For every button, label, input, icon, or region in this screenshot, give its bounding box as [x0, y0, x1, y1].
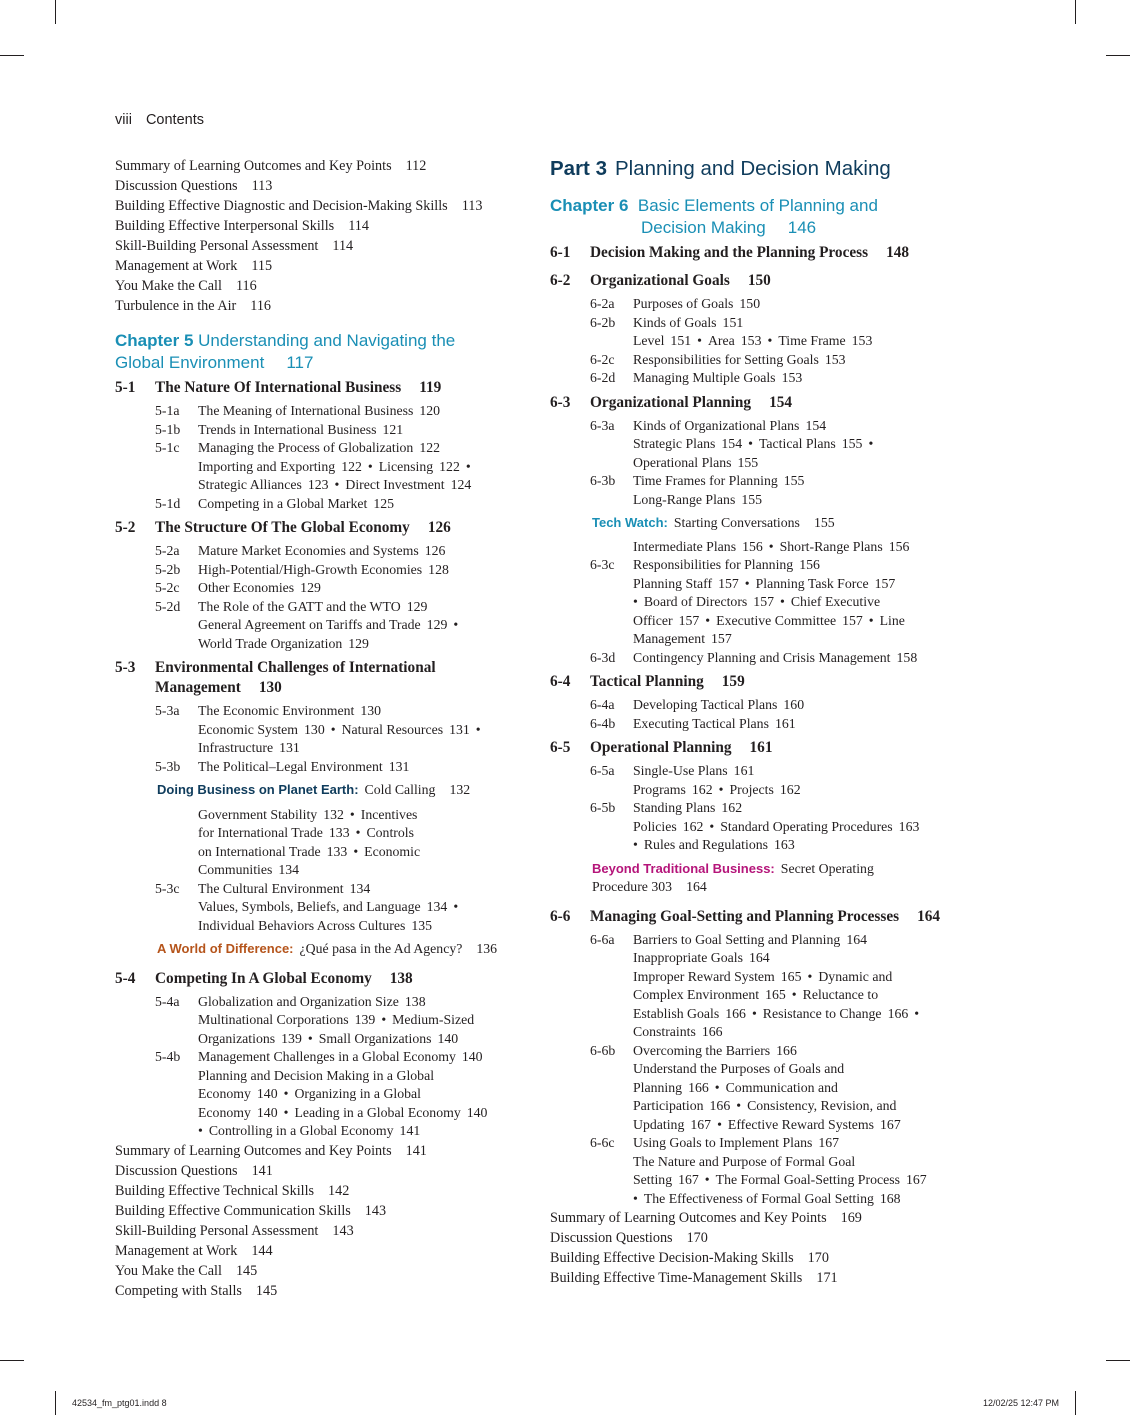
topic-line: for International Trade 133 • Controls [198, 825, 414, 840]
subsection: 5-4b Management Challenges in a Global Economy 140 [155, 1049, 483, 1064]
topic-line: Programs 162 • Projects 162 [633, 781, 801, 797]
toc-entry [115, 256, 525, 276]
subsection: 6-2a Purposes of Goals 150 [590, 296, 761, 311]
topic-line: • The Effectiveness of Formal Goal Setting 168 [633, 1190, 901, 1206]
toc-entry [115, 216, 525, 236]
toc-entry-title: Turbulence in the Air [115, 298, 237, 314]
toc-entry [550, 1248, 970, 1268]
subsection: 6-4b Executing Tactical Plans 161 [590, 715, 796, 731]
subsection: 5-1d Competing in a Global Market 125 [155, 495, 395, 511]
toc-entry-title: Building Effective Interpersonal Skills [115, 218, 335, 234]
topic-line: Improper Reward System 165 • Dynamic and [633, 968, 893, 984]
topic-line: Government Stability 132 • Incentives [198, 806, 418, 822]
subsection: 6-2c Responsibilities for Setting Goals 153 [590, 351, 846, 367]
subsection: 6-3b Time Frames for Planning 155 [590, 473, 805, 488]
topic-line: General Agreement on Tariffs and Trade 129 • [198, 617, 459, 632]
slug-left: 42534_fm_ptg01.indd 8 [72, 1398, 167, 1408]
toc-entry-page: 145 [235, 1262, 258, 1279]
topic-line: Economy 140 • Organizing in a Global [198, 1086, 422, 1101]
feature-box: Beyond Traditional Business: Secret Operating [592, 860, 874, 876]
toc-entry-page: 113 [461, 198, 483, 214]
crop-mark [55, 0, 56, 24]
topic-line: Values, Symbols, Beliefs, and Language 134 • [198, 899, 459, 914]
subsection: 6-6a Barriers to Goal Setting and Planning 164 [590, 931, 868, 947]
topic-line: Policies 162 • Standard Operating Procedures 163 [633, 818, 920, 834]
subsection: 5-3c The Cultural Environment 134 [155, 880, 371, 896]
subsection: 6-5a Single-Use Plans 161 [590, 763, 755, 778]
toc-entry-page: 145 [255, 1282, 278, 1299]
toc-entry [115, 1201, 525, 1221]
left-bottom-items [115, 1141, 525, 1301]
feature-box: Doing Business on Planet Earth: Cold Calling 132 [157, 782, 471, 797]
topic-line: • Controlling in a Global Economy 141 [198, 1123, 421, 1138]
section-6-6: 6-6 Managing Goal-Setting and Planning Processes 164 [550, 907, 941, 925]
topic-line: Complex Environment 165 • Reluctance to [633, 987, 879, 1002]
topic-line: Establish Goals 166 • Resistance to Change 166 • [633, 1005, 920, 1021]
topic-line: on International Trade 133 • Economic [198, 843, 421, 859]
toc-entry-title: You Make the Call [115, 278, 222, 294]
toc-entry-page: 142 [328, 1182, 350, 1199]
toc-entry-page: 112 [405, 158, 427, 174]
topic-line: Economic System 130 • Natural Resources 131 • [198, 721, 481, 737]
feature-box: Tech Watch: Starting Conversations 155 [592, 515, 835, 530]
topic-line: • Rules and Regulations 163 [633, 837, 795, 852]
topic-line: Officer 157 • Executive Committee 157 • Line [633, 612, 905, 628]
subsection: 5-1a The Meaning of International Business 120 [155, 403, 441, 418]
subsection: 5-2d The Role of the GATT and the WTO 129 [155, 598, 428, 614]
right-bottom-items [550, 1208, 970, 1288]
topic-line: Economy 140 • Leading in a Global Economy 140 [198, 1104, 488, 1120]
section-6-1: 6-1 Decision Making and the Planning Process 148 [550, 244, 910, 261]
section-6-4: 6-4 Tactical Planning 159 [550, 673, 745, 690]
toc-entry-page: 114 [348, 218, 369, 234]
toc-entry-page: 170 [807, 1250, 829, 1266]
topic-line: Inappropriate Goals 164 [633, 950, 770, 965]
slug-right: 12/02/25 12:47 PM [983, 1398, 1060, 1408]
topic-line: Planning Staff 157 • Planning Task Force 157 [633, 575, 896, 591]
subsection: 6-3c Responsibilities for Planning 156 [590, 557, 820, 572]
subsection: 6-2d Managing Multiple Goals 153 [590, 370, 803, 385]
subsection: 6-6b Overcoming the Barriers 166 [590, 1042, 797, 1058]
right-column [550, 156, 970, 1288]
toc-entry-title: Building Effective Communication Skills [115, 1202, 351, 1219]
toc-entry-page: 143 [364, 1202, 387, 1219]
section-5-4: 5-4 Competing In A Global Economy 138 [115, 969, 413, 987]
topic-line: Management 157 [633, 631, 732, 646]
toc-entry-page: 116 [235, 278, 257, 294]
section-5-3: 5-3 Environmental Challenges of International [115, 659, 436, 676]
left-column [115, 156, 525, 1301]
toc-entry-title: Building Effective Time-Management Skills [550, 1270, 803, 1286]
topic-line: Individual Behaviors Across Cultures 135 [198, 917, 433, 933]
section-5-2: 5-2 The Structure Of The Global Economy 126 [115, 519, 451, 536]
toc-entry-title: Skill-Building Personal Assessment [115, 238, 319, 254]
topic-line: Constraints 166 [633, 1024, 723, 1039]
section-5-3-cont: Management 130 [155, 679, 282, 696]
toc-entry [115, 156, 525, 176]
toc-entry-title: Management at Work [115, 258, 238, 274]
toc-entry-title: Skill-Building Personal Assessment [115, 1222, 319, 1239]
subsection: 6-3a Kinds of Organizational Plans 154 [590, 417, 827, 433]
toc-entry [550, 1228, 970, 1248]
topic-line: Strategic Alliances 123 • Direct Investment 124 [198, 477, 472, 492]
page-number: viii [115, 112, 132, 128]
toc-entry-title: Management at Work [115, 1242, 238, 1259]
topic-line: Importing and Exporting 122 • Licensing 122 • [198, 458, 471, 474]
section-5-1: 5-1 The Nature Of International Business 119 [115, 379, 442, 396]
toc-entry-title: Discussion Questions [550, 1230, 673, 1246]
subsection: 5-2b High-Potential/High-Growth Economies 128 [155, 561, 449, 577]
section-6-3: 6-3 Organizational Planning 154 [550, 393, 793, 411]
subsection: 6-5b Standing Plans 162 [590, 800, 743, 815]
toc-entry-page: 144 [251, 1242, 273, 1259]
toc-entry-page: 113 [251, 178, 273, 194]
topic-line: Level 151 • Area 153 • Time Frame 153 [633, 333, 873, 348]
toc-entry-page: 169 [840, 1210, 862, 1226]
topic-line: World Trade Organization 129 [198, 635, 369, 651]
part-3-heading: Part 3 Planning and Decision Making [550, 157, 891, 180]
toc-entry [115, 1141, 525, 1161]
topic-line: Intermediate Plans 156 • Short-Range Plans 156 [633, 538, 910, 554]
topic-line: Operational Plans 155 [633, 454, 759, 470]
toc-entry-page: 115 [251, 258, 273, 274]
subsection: 5-2c Other Economies 129 [155, 580, 321, 595]
subsection: 5-1b Trends in International Business 121 [155, 421, 404, 437]
toc-entry [115, 296, 525, 316]
subsection: 6-3d Contingency Planning and Crisis Management 158 [590, 649, 918, 665]
toc-entry [115, 196, 525, 216]
topic-line: Planning 166 • Communication and [633, 1079, 838, 1095]
toc-entry-title: Competing with Stalls [115, 1282, 242, 1299]
toc-entry-page: 143 [332, 1222, 354, 1239]
topic-line: Updating 167 • Effective Reward Systems 167 [633, 1116, 901, 1132]
running-head-title: Contents [145, 112, 204, 128]
topic-line: Multinational Corporations 139 • Medium-Sized [198, 1012, 475, 1027]
toc-entry [115, 276, 525, 296]
toc-entry [115, 1241, 525, 1261]
toc-entry-page: 170 [686, 1230, 708, 1246]
toc-entry-title: Building Effective Decision-Making Skills [550, 1250, 794, 1266]
topic-line: Strategic Plans 154 • Tactical Plans 155 • [633, 436, 874, 451]
toc-entry [115, 1281, 525, 1301]
toc-entry-page: 141 [405, 1142, 427, 1159]
feature-box-cont: Procedure 303 164 [592, 879, 707, 894]
topic-line: The Nature and Purpose of Formal Goal [633, 1153, 856, 1169]
feature-box: A World of Difference: ¿Qué pasa in the Ad Agency? 136 [157, 941, 498, 956]
crop-mark [1106, 1360, 1130, 1361]
section-6-5: 6-5 Operational Planning 161 [550, 739, 773, 756]
toc-entry-title: Summary of Learning Outcomes and Key Points [115, 158, 392, 174]
crop-mark [55, 1391, 56, 1415]
section-6-2: 6-2 Organizational Goals 150 [550, 272, 771, 289]
toc-entry-page: 116 [250, 298, 272, 314]
toc-entry-title: Building Effective Technical Skills [115, 1182, 315, 1199]
chapter-5-heading: Chapter 5 Understanding and Navigating the Global Environment 117 [115, 331, 456, 372]
left-top-items [115, 156, 525, 316]
toc-entry-title: You Make the Call [115, 1262, 222, 1279]
toc-entry-title: Discussion Questions [115, 1162, 238, 1179]
toc-entry-title: Building Effective Diagnostic and Decision-Making Skills [115, 198, 448, 214]
crop-mark [1106, 55, 1130, 56]
topic-line: Communities 134 [198, 862, 300, 877]
topic-line: Long-Range Plans 155 [633, 491, 763, 507]
chapter-6-heading: Chapter 6 Basic Elements of Planning and Decision Making 146 [550, 196, 878, 237]
topic-line: Organizations 139 • Small Organizations 140 [198, 1030, 459, 1046]
topic-line: Planning and Decision Making in a Global [198, 1067, 435, 1083]
toc-entry-page: 114 [332, 238, 354, 254]
crop-mark [0, 55, 24, 56]
topic-line: Infrastructure 131 [198, 740, 300, 755]
topic-line: Participation 166 • Consistency, Revision, and [633, 1098, 897, 1113]
toc-entry [115, 1161, 525, 1181]
running-head [115, 112, 204, 128]
crop-mark [1075, 0, 1076, 24]
subsection: 5-3a The Economic Environment 130 [155, 703, 382, 718]
toc-entry-page: 171 [816, 1270, 838, 1286]
topic-line: Understand the Purposes of Goals and [633, 1061, 845, 1076]
toc-entry-title: Discussion Questions [115, 178, 238, 194]
toc-entry-page: 141 [251, 1162, 273, 1179]
toc-entry-title: Summary of Learning Outcomes and Key Points [550, 1210, 827, 1226]
toc-entry [115, 1221, 525, 1241]
topic-line: Setting 167 • The Formal Goal-Setting Process 167 [633, 1172, 927, 1187]
toc-entry [115, 176, 525, 196]
toc-entry [115, 1261, 525, 1281]
toc-entry [550, 1208, 970, 1228]
toc-entry [550, 1268, 970, 1288]
toc-entry [115, 236, 525, 256]
subsection: 5-3b The Political–Legal Environment 131 [155, 758, 410, 774]
crop-mark [0, 1360, 24, 1361]
toc-entry [115, 1181, 525, 1201]
crop-mark [1075, 1391, 1076, 1415]
subsection: 5-4a Globalization and Organization Size 138 [155, 993, 426, 1009]
subsection: 5-2a Mature Market Economies and Systems 126 [155, 543, 446, 558]
subsection: 6-4a Developing Tactical Plans 160 [590, 697, 805, 712]
toc-entry-title: Summary of Learning Outcomes and Key Points [115, 1142, 392, 1159]
subsection: 6-6c Using Goals to Implement Plans 167 [590, 1135, 840, 1150]
topic-line: • Board of Directors 157 • Chief Executive [633, 594, 881, 609]
subsection: 5-1c Managing the Process of Globalization 122 [155, 440, 441, 455]
subsection: 6-2b Kinds of Goals 151 [590, 314, 744, 330]
